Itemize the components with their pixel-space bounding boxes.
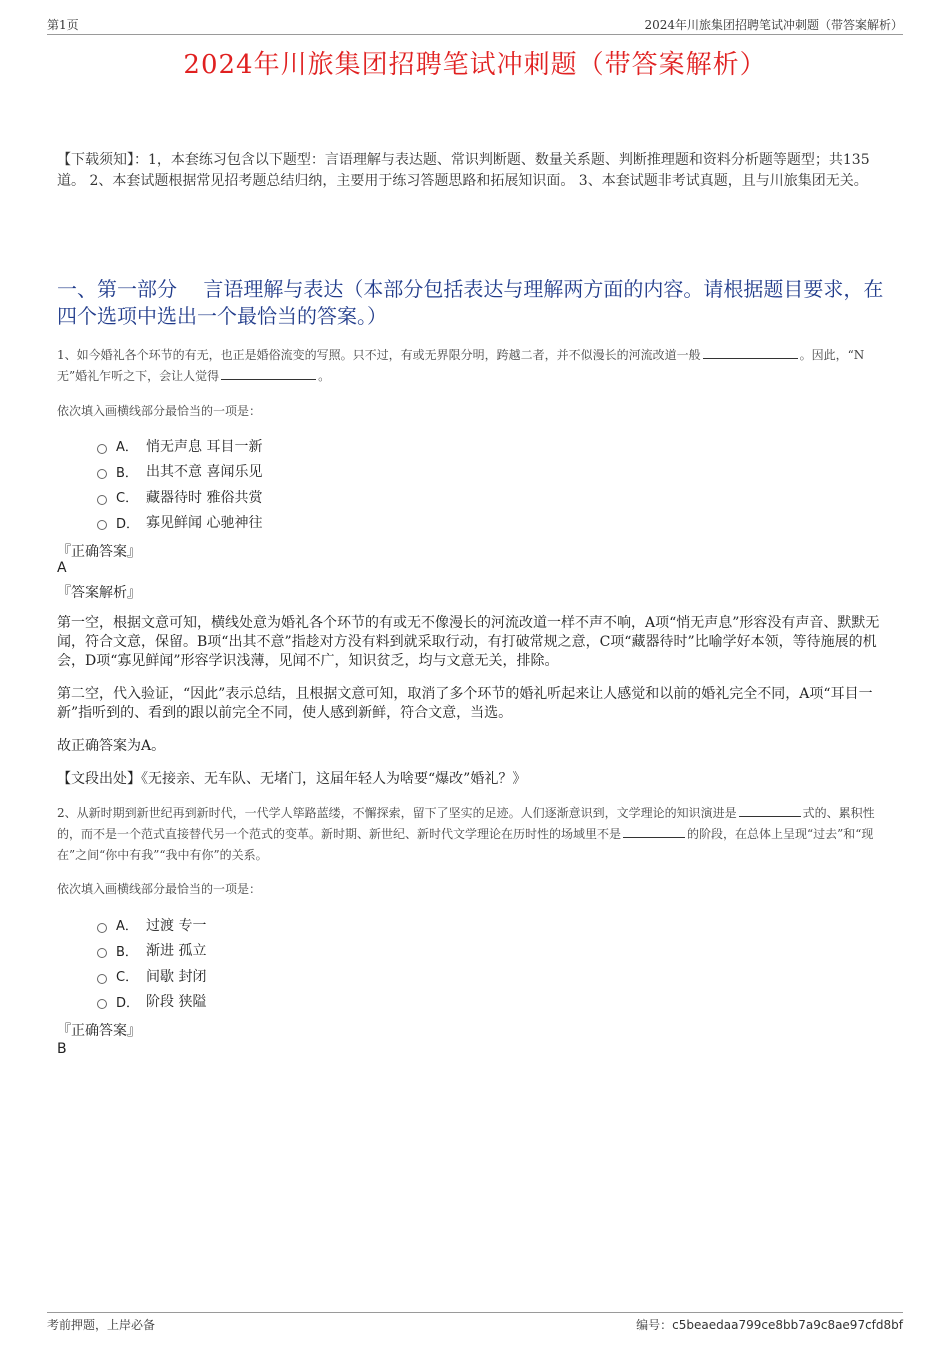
radio-icon[interactable] [97,999,107,1009]
question-1-stem [57,345,887,387]
option-text: 间歇 封闭 [146,968,207,985]
option-text: 悄无声息 耳目一新 [146,438,263,455]
radio-icon[interactable] [97,948,107,958]
download-notice: 【下载须知】：1，本套练习包含以下题型：言语理解与表达题、常识判断题、数量关系题、判断推理题和资料分析题等题型；共135道。 2、本套试题根据常见招考题总结归纳，主要用于练习答题思路和拓展知识面。 3、本套试题非考试真题，且与川旅集团无关。 [57,152,870,189]
option-letter: D． [116,516,140,532]
question-1-options [97,433,262,535]
question-1-stem-part2: 。因此，“N无”婚礼乍听之下，会让人觉得 [57,348,865,383]
option-letter: C． [116,491,139,507]
option-text: 过渡 专一 [146,917,207,934]
question-1-instruction: 依次填入画横线部分最恰当的一项是： [57,404,262,418]
option-text: 渐进 孤立 [146,943,207,960]
option-a[interactable] [97,433,262,459]
option-letter: C． [116,970,139,986]
footer-code-value: c5beaedaa799ce8bb7a9c8ae97cfd8bf [672,1318,903,1332]
page-number: 第1页 [47,18,79,32]
page-header [47,14,903,35]
answer-blank [739,804,801,817]
header-doc-title: 2024年川旅集团招聘笔试冲刺题（带答案解析） [644,18,903,32]
option-letter: A． [116,440,138,456]
answer-blank [221,367,316,380]
question-1-stem-part3: 。 [318,369,331,383]
option-letter: B． [116,944,138,960]
question-2-stem-part2: 式的、累积性的，而不是一个范式直接替代另一个范式的变革。新时期、新世纪、新时代文学理论在历时性的场域里不是 [57,806,875,841]
question-1-stem-part1: 1、如今婚礼各个环节的有无，也正是婚俗流变的写照。只不过，有或无界限分明，跨越二者，并不似漫长的河流改道一般 [57,348,701,362]
radio-icon[interactable] [97,469,107,479]
passage-source: 【文段出处】《无接亲、无车队、无堵门，这届年轻人为啥要“爆改”婚礼？》 [57,771,527,787]
correct-answer-label: 『正确答案』 [57,544,141,560]
footer-code [636,1316,903,1333]
option-text: 寡见鲜闻 心驰神往 [146,515,263,532]
option-d[interactable] [97,989,206,1015]
question-2-instruction: 依次填入画横线部分最恰当的一项是： [57,882,262,896]
option-b[interactable] [97,938,206,964]
answer-blank [703,346,798,359]
question-2-stem-part1: 2、从新时期到新世纪再到新时代，一代学人筚路蓝缕，不懈探索，留下了坚实的足迹。人们逐渐意识到，文学理论的知识演进是 [57,806,737,820]
question-2-stem [57,803,887,866]
radio-icon[interactable] [97,974,107,984]
footer-slogan: 考前押题，上岸必备 [47,1318,156,1332]
footer-code-label: 编号： [636,1318,673,1332]
option-text: 阶段 狭隘 [146,994,207,1011]
option-letter: B． [116,465,138,481]
radio-icon[interactable] [97,444,107,454]
option-text: 藏器待时 雅俗共赏 [146,489,263,506]
radio-icon[interactable] [97,520,107,530]
analysis-label: 『答案解析』 [57,585,141,601]
option-c[interactable] [97,963,206,989]
option-b[interactable] [97,459,262,485]
radio-icon[interactable] [97,495,107,505]
analysis-conclusion: 故正确答案为A。 [57,738,166,754]
option-letter: A． [116,919,138,935]
correct-answer: A [57,560,67,576]
option-d[interactable] [97,510,262,536]
section-heading: 一、第一部分 言语理解与表达（本部分包括表达与理解两方面的内容。请根据题目要求，在四个选项中选出一个最恰当的答案。） [57,277,884,328]
correct-answer-label: 『正确答案』 [57,1023,141,1039]
analysis-paragraph-2: 第二空，代入验证，“因此”表示总结，且根据文意可知，取消了多个环节的婚礼听起来让人感觉和以前的婚礼完全不同，A项“耳目一新”指听到的、看到的跟以前完全不同，使人感到新鲜，符合文意，当选。 [57,686,873,721]
option-text: 出其不意 喜闻乐见 [146,464,263,481]
correct-answer: B [57,1041,67,1057]
option-letter: D． [116,995,140,1011]
option-a[interactable] [97,912,206,938]
page-footer [47,1312,903,1333]
document-title: 2024年川旅集团招聘笔试冲刺题（带答案解析） [183,50,767,80]
option-c[interactable] [97,484,262,510]
question-2-stem-part3: 的阶段，在总体上呈现“过去”和“现在”之间“你中有我”“我中有你”的关系。 [57,827,874,862]
question-2-options [97,912,206,1014]
radio-icon[interactable] [97,923,107,933]
answer-blank [623,825,685,838]
analysis-paragraph-1: 第一空，根据文意可知，横线处意为婚礼各个环节的有或无不像漫长的河流改道一样不声不响，A项“悄无声息”形容没有声音、默默无闻，符合文意，保留。B项“出其不意”指趁对方没有料到就采取行动，有打破常规之意，C项“藏器待时”比喻学好本领，等待施展的机会，D项“寡见鲜闻”形容学识浅薄，见闻不广，知识贫乏，均与文意无关，排除。 [57,615,880,669]
